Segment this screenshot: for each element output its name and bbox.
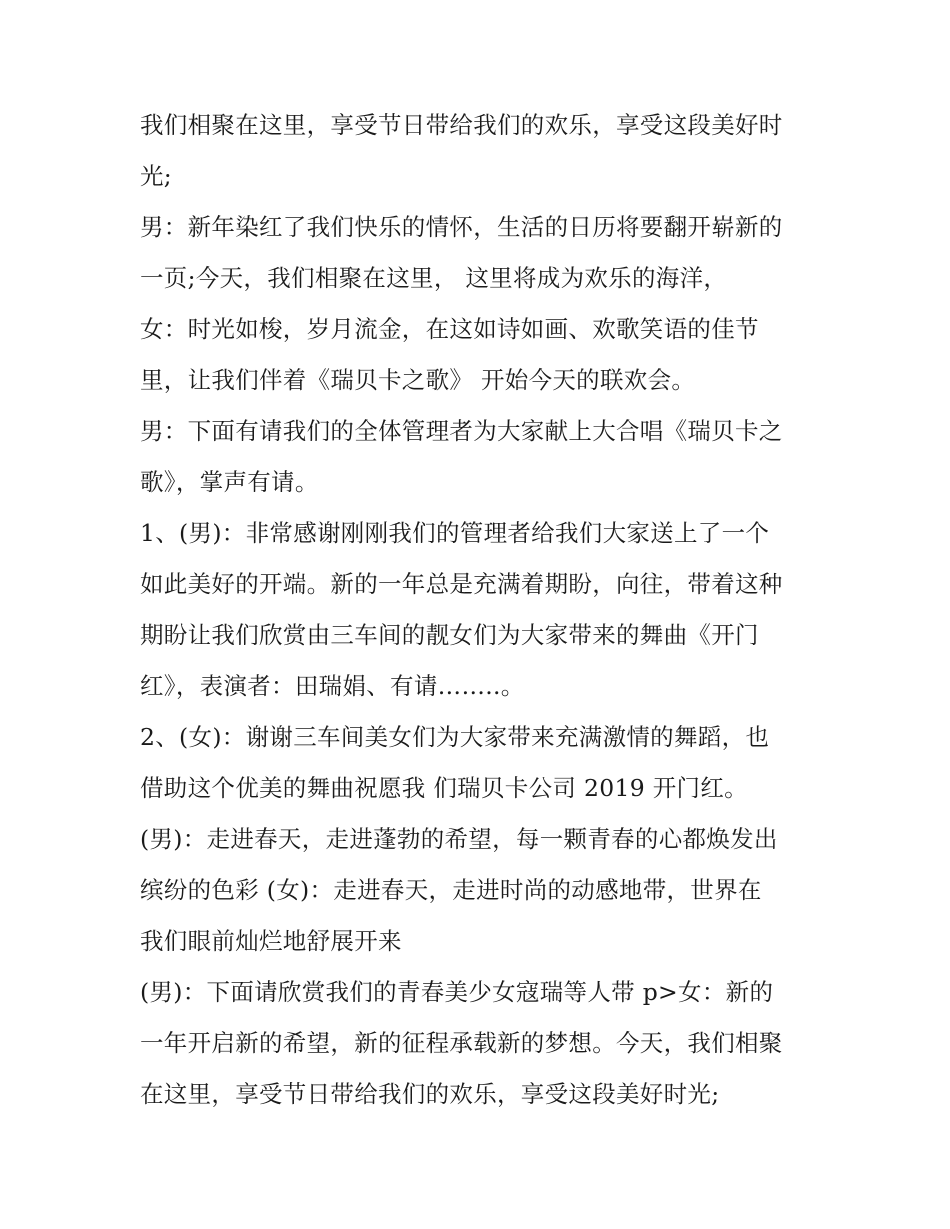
text-line: 我们相聚在这里，享受节日带给我们的欢乐，享受这段美好时 xyxy=(140,111,783,139)
text-line: 男：新年染红了我们快乐的情怀，生活的日历将要翻开崭新的 xyxy=(140,213,783,241)
text-line: 女：时光如梭，岁月流金，在这如诗如画、欢歌笑语的佳节 xyxy=(140,315,759,343)
text-line: 一年开启新的希望，新的征程承载新的梦想。今天，我们相聚 xyxy=(140,1029,783,1057)
text-line: 2、(女)：谢谢三车间美女们为大家带来充满激情的舞蹈，也 xyxy=(140,723,770,751)
text-line: 歌》，掌声有请。 xyxy=(140,468,319,496)
text-line: 红》，表演者：田瑞娟、有请……..。 xyxy=(140,672,525,700)
text-line: 缤纷的色彩 (女)：走进春天，走进时尚的动感地带，世界在 xyxy=(140,876,762,904)
text-line: (男)：走进春天，走进蓬勃的希望，每一颗青春的心都焕发出 xyxy=(140,825,778,853)
text-line: 我们眼前灿烂地舒展开来 xyxy=(140,927,402,955)
text-line: 男：下面有请我们的全体管理者为大家献上大合唱《瑞贝卡之 xyxy=(140,417,783,445)
text-line: 借助这个优美的舞曲祝愿我 们瑞贝卡公司 2019 开门红。 xyxy=(140,774,748,802)
text-line: 期盼让我们欣赏由三车间的靓女们为大家带来的舞曲《开门 xyxy=(140,621,759,649)
body-text xyxy=(140,100,820,1120)
text-line: 1、(男)：非常感谢刚刚我们的管理者给我们大家送上了一个 xyxy=(140,519,770,547)
text-line: 一页;今天，我们相聚在这里， 这里将成为欢乐的海洋， xyxy=(140,264,728,292)
text-line: 里，让我们伴着《瑞贝卡之歌》 开始今天的联欢会。 xyxy=(140,366,696,394)
text-line: (男)：下面请欣赏我们的青春美少女寇瑞等人带 p>女：新的 xyxy=(140,978,774,1006)
text-line: 光; xyxy=(140,162,173,190)
text-line: 如此美好的开端。新的一年总是充满着期盼，向往，带着这种 xyxy=(140,570,783,598)
text-line: 在这里，享受节日带给我们的欢乐，享受这段美好时光; xyxy=(140,1080,720,1108)
